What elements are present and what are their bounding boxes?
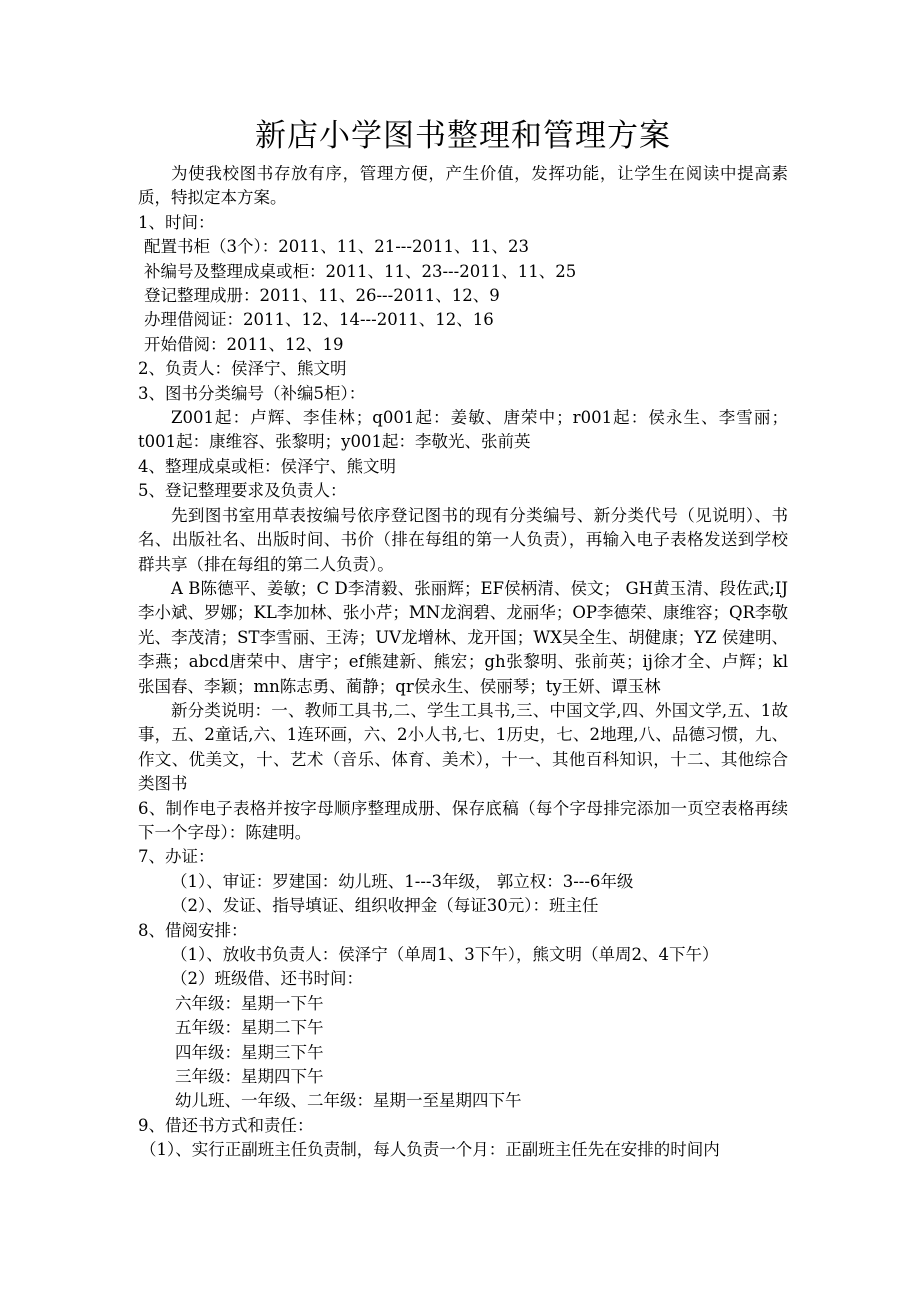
section-5-paragraph: 先到图书室用草表按编号依序登记图书的现有分类编号、新分类代号（见说明）、书名、出版社名、出版时间、书价（排在每组的第一人负责），再输入电子表格发送到学校群共享（排在每组的第二人负责）。 — [138, 505, 788, 574]
section-7-heading: 7、办证： — [138, 847, 215, 867]
section-2: 2、负责人：侯泽宁、熊文明 — [138, 359, 347, 379]
document-page — [138, 112, 788, 1163]
time-item: 补编号及整理成桌或柜：2011、11、23---2011、11、25 — [144, 261, 577, 281]
section-8-item: （2）班级借、还书时间： — [171, 969, 363, 989]
schedule-item: 幼儿班、一年级、二年级：星期一至星期四下午 — [175, 1091, 522, 1111]
section-7-item: （1）、审证：罗建国：幼儿班、1---3年级， 郭立权：3---6年级 — [171, 871, 634, 891]
document-title: 新店小学图书整理和管理方案 — [255, 118, 671, 154]
intro-paragraph: 为使我校图书存放有序，管理方便，产生价值，发挥功能，让学生在阅读中提高素质，特拟定本方案。 — [138, 164, 788, 208]
section-1-heading: 1、时间： — [138, 212, 215, 232]
schedule-item: 六年级：星期一下午 — [175, 993, 324, 1013]
time-item: 办理借阅证：2011、12、14---2011、12、16 — [144, 310, 494, 330]
section-9-item: （1）、实行正副班主任负责制，每人负责一个月：正副班主任先在安排的时间内 — [140, 1140, 720, 1160]
section-5-heading: 5、登记整理要求及负责人： — [138, 481, 347, 501]
section-3-heading: 3、图书分类编号（补编5柜）： — [138, 383, 366, 403]
time-item: 开始借阅：2011、12、19 — [144, 334, 344, 354]
section-7-item: （2）、发证、指导填证、组织收押金（每证30元）：班主任 — [171, 896, 599, 916]
schedule-item: 四年级：星期三下午 — [175, 1042, 324, 1062]
section-3-body: Z001起：卢辉、李佳林；q001起：姜敏、唐荣中；r001起：侯永生、李雪丽；t001起：康维容、张黎明；y001起：李敬光、张前英 — [138, 408, 788, 452]
section-6: 6、制作电子表格并按字母顺序整理成册、保存底稿（每个字母排完添加一页空表格再续下一个字母）：陈建明。 — [138, 798, 788, 842]
schedule-item: 三年级：星期四下午 — [175, 1067, 324, 1087]
section-9-heading: 9、借还书方式和责任： — [138, 1115, 314, 1135]
section-5-paragraph: A B陈德平、姜敏；C D李清毅、张丽辉；EF侯柄清、侯文； GH黄玉清、段佐武;IJ李小斌、罗娜；KL李加林、张小芹；MN龙润碧、龙丽华；OP李德荣、康维容；QR李敬光、李茂清；ST李雪丽、王涛；UV龙增林、龙开国；WX吴全生、胡健康；YZ 侯建明、李燕；abcd唐荣中、唐宇；ef熊建新、熊宏；gh张黎明、张前英；ij徐才全、卢辉；kl 张国春、李颖；mn陈志勇、蔺静；qr侯永生、侯丽琴；ty王妍、谭玉林 — [138, 578, 788, 696]
section-4: 4、整理成桌或柜：侯泽宁、熊文明 — [138, 456, 396, 476]
time-item: 登记整理成册：2011、11、26---2011、12、9 — [144, 286, 500, 306]
section-5-paragraph: 新分类说明：一、教师工具书,二、学生工具书,三、中国文学,四、外国文学,五、1故事，五、2童话,六、1连环画，六、2小人书,七、1历史，七、2地理,八、品德习惯，九、作文、优美文，十、艺术（音乐、体育、美术），十一、其他百科知识，十二、其他综合类图书 — [138, 700, 788, 794]
section-8-heading: 8、借阅安排： — [138, 920, 248, 940]
section-8-item: （1）、放收书负责人：侯泽宁（单周1、3下午），熊文明（单周2、4下午） — [171, 945, 719, 964]
time-item: 配置书柜（3个）：2011、11、21---2011、11、23 — [144, 237, 529, 257]
schedule-item: 五年级：星期二下午 — [175, 1018, 324, 1038]
